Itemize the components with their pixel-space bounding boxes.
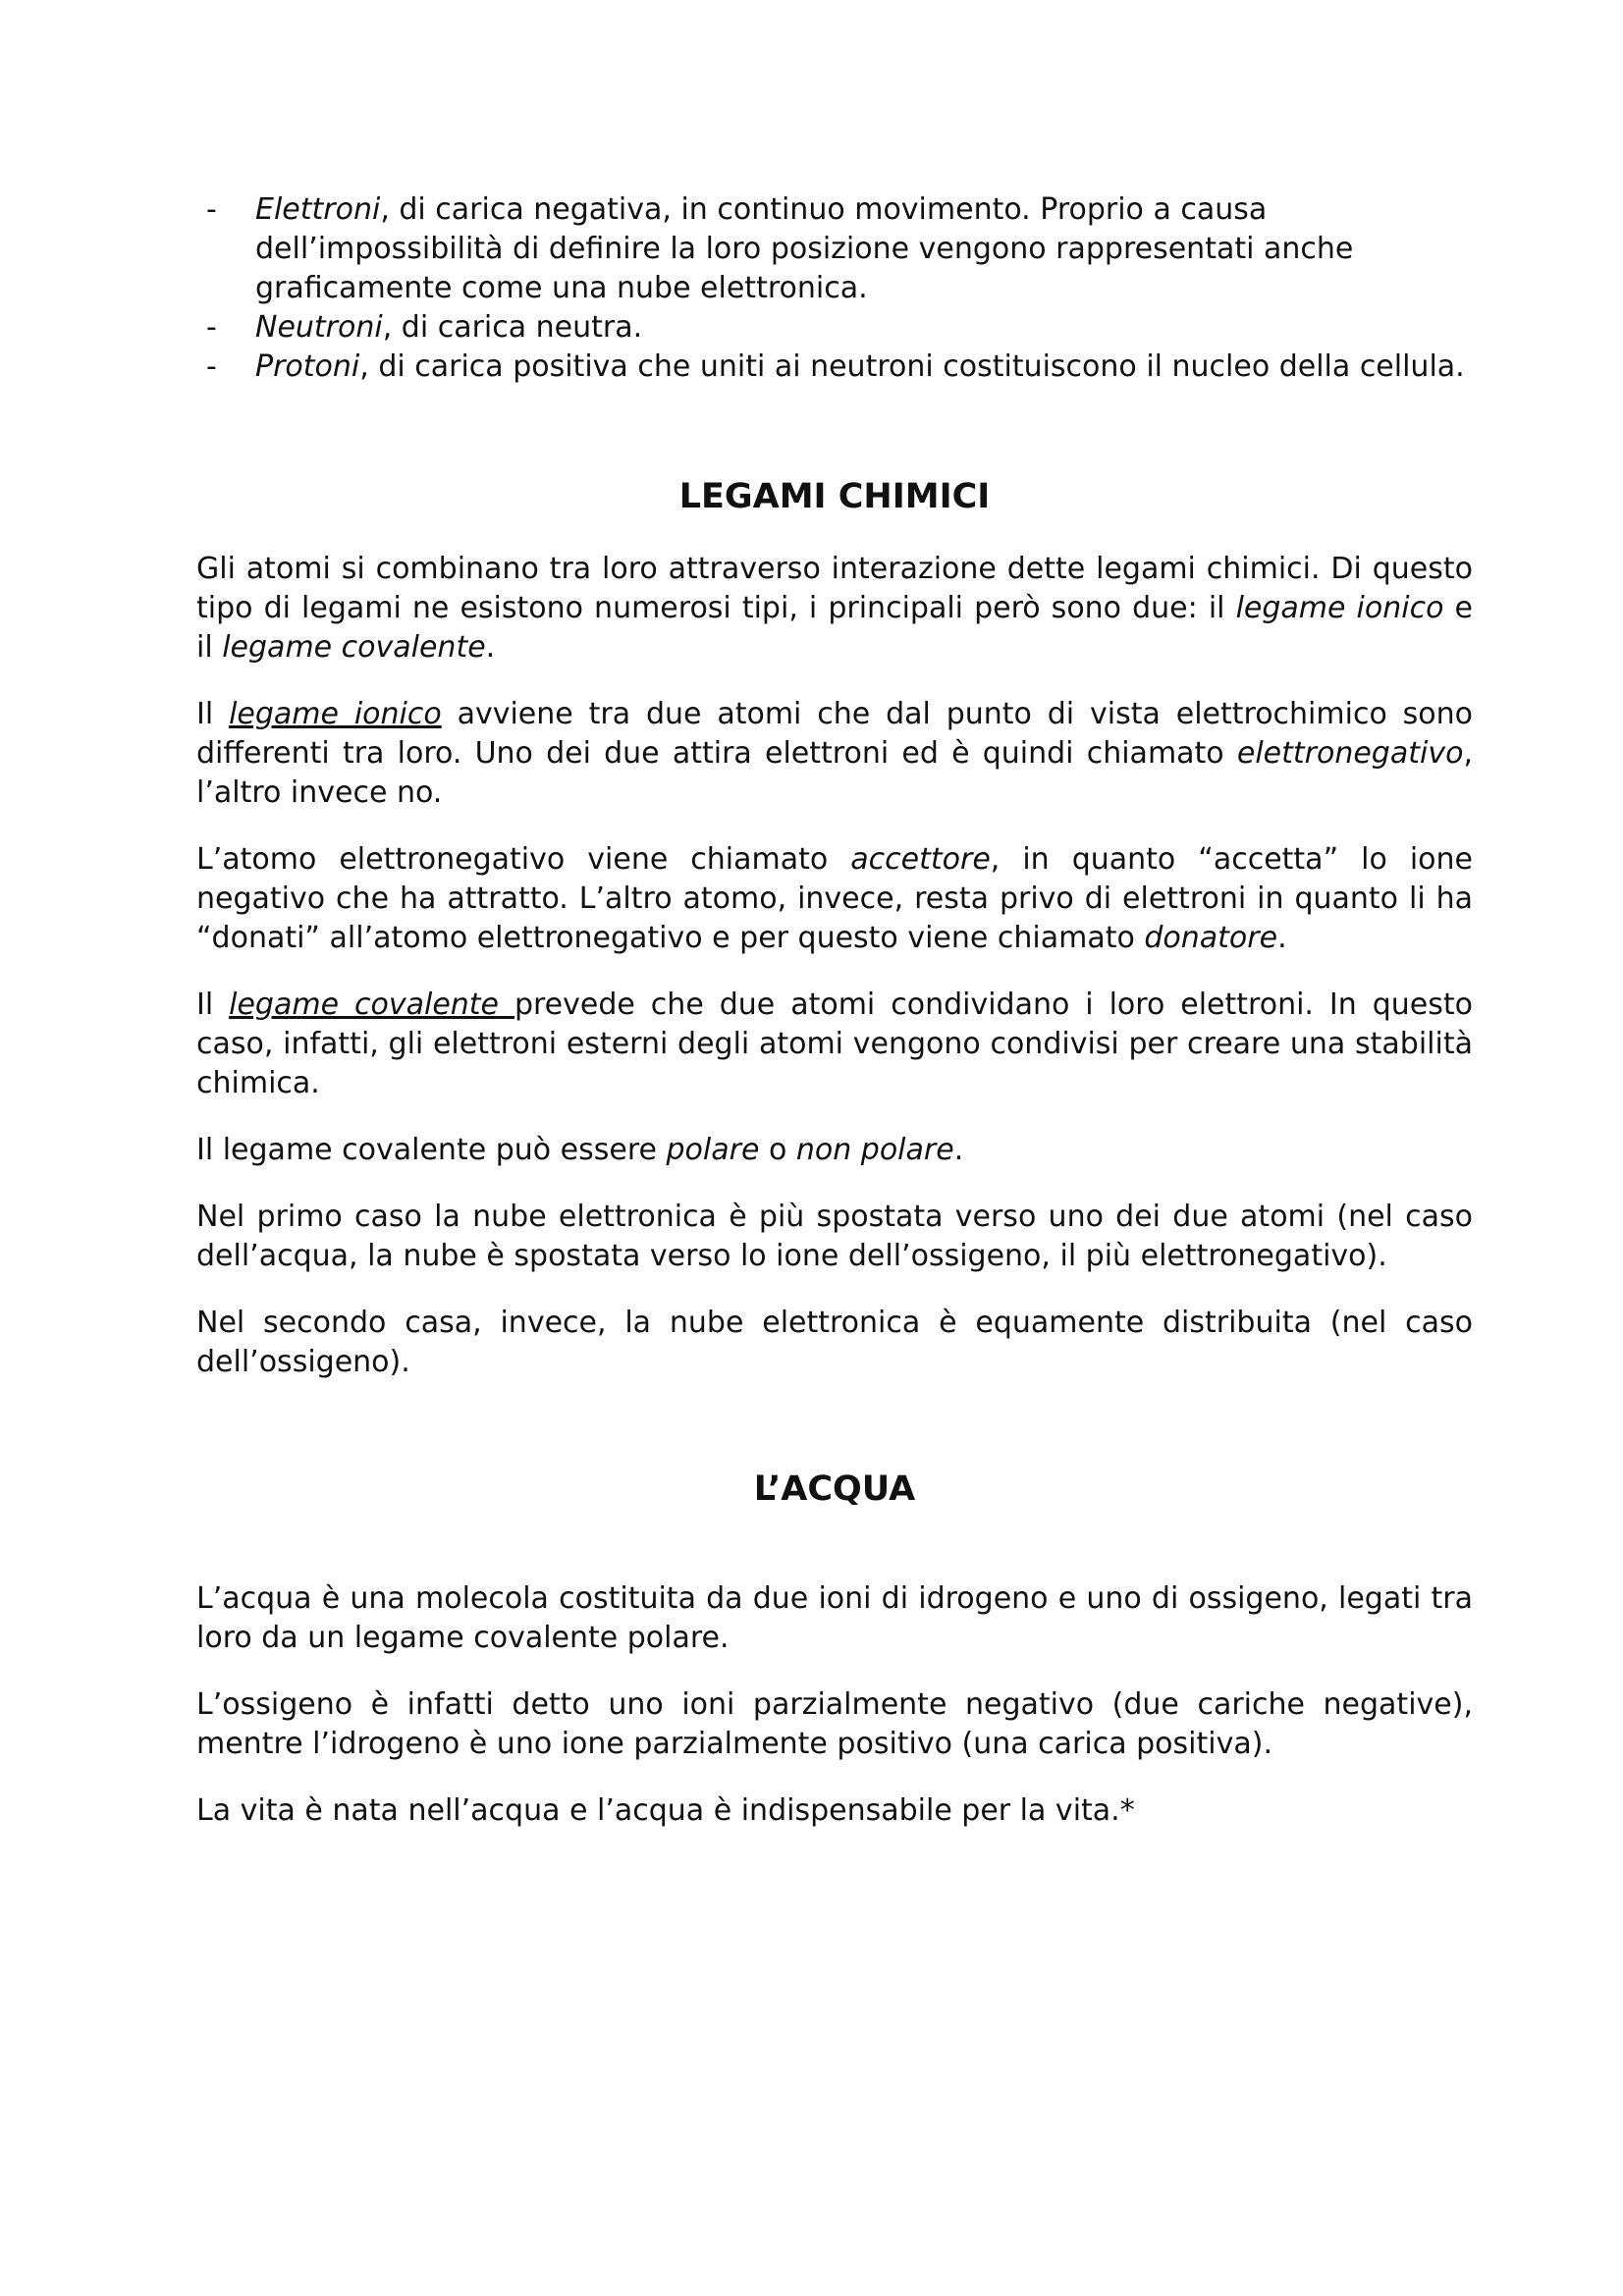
italic-term: non polare — [795, 1133, 954, 1167]
text-span: Il — [196, 697, 230, 731]
text-span: . — [953, 1133, 964, 1167]
paragraph — [196, 1131, 1473, 1170]
paragraph: La vita è nata nell’acqua e l’acqua è indispensabile per la vita.* — [196, 1793, 1135, 1828]
particle-list — [196, 190, 1473, 387]
list-item — [196, 308, 1473, 347]
list-item-text: , di carica positiva che uniti ai neutroni costituiscono il nucleo della cellula. — [359, 349, 1465, 384]
text-span: prevede che due atomi condividano i loro elettroni. In questo caso, infatti, gli elettroni esterni degli atomi vengono condivisi per creare una stabilità chimica. — [196, 988, 1473, 1100]
italic-term: elettronegativo — [1236, 736, 1464, 771]
italic-term: donatore — [1144, 921, 1278, 955]
text-span: , l’altro invece no. — [196, 736, 1473, 810]
text-span: o — [759, 1133, 796, 1167]
text-span: Il legame covalente può essere — [196, 1133, 667, 1167]
section-title-legami-chimici: LEGAMI CHIMICI — [678, 477, 991, 516]
section-title-acqua: L’ACQUA — [753, 1469, 916, 1509]
text-span: . — [1277, 921, 1287, 955]
italic-term: accettore — [850, 842, 991, 877]
text-span: Gli atomi si combinano tra loro attraverso interazione dette legami chimici. Di questo tipo di legami ne esistono numerosi tipi, i principali però sono due: il — [196, 552, 1473, 625]
list-item — [196, 190, 1473, 308]
paragraph — [196, 695, 1473, 813]
text-span: , in quanto “accetta” lo ione negativo che ha attratto. L’altro atomo, invece, resta privo di elettroni in quanto li ha “donati” all’atomo elettronegativo e per questo viene chiamato — [196, 842, 1473, 955]
list-item-text: , di carica neutra. — [382, 310, 643, 345]
list-item — [196, 347, 1473, 387]
text-span: e il — [196, 591, 1473, 665]
term-elettroni: Elettroni — [255, 192, 381, 227]
paragraph — [196, 840, 1473, 958]
italic-term: legame ionico — [1235, 591, 1444, 625]
term-neutroni: Neutroni — [255, 310, 383, 345]
text-span: L’atomo elettronegativo viene chiamato — [196, 842, 851, 877]
paragraph: Nel secondo casa, invece, la nube elettronica è equamente distribuita (nel caso dell’ossigeno). — [196, 1306, 1473, 1379]
paragraph — [196, 986, 1473, 1103]
term-protoni: Protoni — [255, 349, 360, 384]
paragraph: L’acqua è una molecola costituita da due ioni di idrogeno e uno di ossigeno, legati tra loro da un legame covalente polare. — [196, 1581, 1473, 1655]
underlined-term: legame ionico — [229, 697, 442, 731]
italic-term: legame covalente — [222, 630, 486, 665]
text-span: avviene tra due atomi che dal punto di vista elettrochimico sono differenti tra loro. Uno dei due attira elettroni ed è quindi chiamato — [196, 697, 1474, 771]
italic-term: polare — [666, 1133, 760, 1167]
page-content — [196, 190, 1473, 1858]
bullet-dash: - — [206, 349, 217, 384]
paragraph: Nel primo caso la nube elettronica è più spostata verso uno dei due atomi (nel caso dell’acqua, la nube è spostata verso lo ione dell’ossigeno, il più elettronegativo). — [196, 1200, 1473, 1273]
underlined-term: legame covalente — [229, 988, 514, 1022]
bullet-dash: - — [206, 310, 217, 345]
text-span: . — [485, 630, 496, 665]
text-span: Il — [196, 988, 230, 1022]
paragraph: L’ossigeno è infatti detto uno ioni parzialmente negativo (due cariche negative), mentre l’idrogeno è uno ione parzialmente positivo (una carica positiva). — [196, 1687, 1473, 1761]
paragraph — [196, 550, 1473, 667]
list-item-text: , di carica negativa, in continuo movimento. Proprio a causa dell’impossibilità di definire la loro posizione vengono rappresentati anche graficamente come una nube elettronica. — [255, 192, 1354, 305]
bullet-dash: - — [206, 192, 217, 227]
